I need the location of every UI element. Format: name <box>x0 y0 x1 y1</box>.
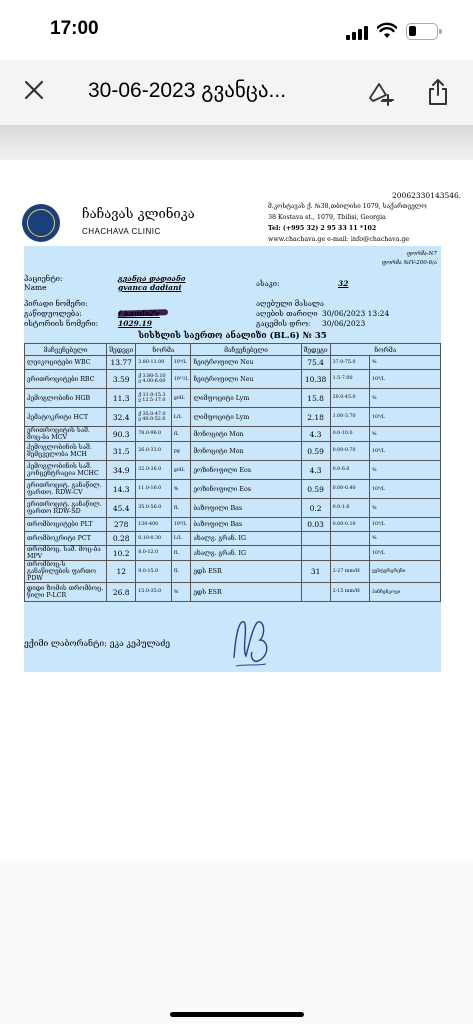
unit: fL <box>171 499 191 518</box>
unit: % <box>171 583 191 602</box>
reference-range: 0.00-0.10 <box>330 518 369 532</box>
test-name: ერითროციტები RBC <box>25 370 107 389</box>
table-row <box>25 480 441 499</box>
unit: 10⁹/L <box>369 370 440 389</box>
address-line: 38 Kostava st., 1079, Tbilisi, Georgia <box>268 214 386 221</box>
unit: % <box>171 480 191 499</box>
reference-range: 37.0-75.0 <box>330 356 369 370</box>
material-label: აღებული მასალა <box>256 299 324 308</box>
reference-range: ქ 11.0-15.3 ვ 12.5-17.0 <box>136 389 171 408</box>
status-bar <box>0 0 473 60</box>
test-name: ჰემოგლობინის საშ. შემცველობა MCH <box>25 442 107 461</box>
table-row <box>25 370 441 389</box>
wifi-icon <box>377 22 397 40</box>
unit: fL <box>171 427 191 442</box>
reference-range: 8.0-12.0 <box>136 546 171 561</box>
test-name: ედს ESR <box>191 583 301 602</box>
report-title: სისხლის საერთო ანალიზი (BL.6) № 35 <box>138 331 327 341</box>
share-icon[interactable] <box>426 78 450 106</box>
reference-range <box>330 546 369 561</box>
close-icon[interactable] <box>22 78 46 102</box>
unit: L/L <box>171 408 191 427</box>
table-row <box>25 389 441 408</box>
age-label: ასაკი: <box>256 279 280 288</box>
table-row <box>25 532 441 546</box>
test-result: 4.3 <box>301 461 330 480</box>
reference-range: 26.0-33.0 <box>136 442 171 461</box>
test-name: ჰემოგლობინი HGB <box>25 389 107 408</box>
test-name: ახალგ. გრან. IG <box>191 532 301 546</box>
sample-date: 30/06/2023 13:24 <box>322 309 390 318</box>
test-name: ედს ESR <box>191 561 301 583</box>
column-header: მაჩვენებელი <box>191 344 301 356</box>
reference-range <box>330 532 369 546</box>
test-result: 0.2 <box>301 499 330 518</box>
column-header: შედეგი <box>301 344 330 356</box>
test-result: 32.4 <box>107 408 136 427</box>
test-name: თრომბოც-ს განაწილების ფართო PDW <box>25 561 107 583</box>
unit: 10¹²/L <box>171 370 191 389</box>
test-result <box>301 583 330 602</box>
test-name: მონოციტი Mon <box>191 427 301 442</box>
age-value: 32 <box>338 279 349 288</box>
patient-label-en: Name <box>24 283 47 292</box>
sample-date-label: აღების თარიღი <box>256 309 318 318</box>
table-row <box>25 461 441 480</box>
address-line: მ.კოსტავას ქ. №38,თბილისი 1079, საქართველო <box>268 203 427 210</box>
home-indicator[interactable] <box>170 1012 304 1017</box>
reference-range: 1.00-3.70 <box>330 408 369 427</box>
unit: 10⁹/L <box>171 518 191 532</box>
unit: 10⁹/L <box>369 480 440 499</box>
unit: % <box>369 427 440 442</box>
battery-icon <box>406 23 438 40</box>
test-result: 10.38 <box>301 370 330 389</box>
table-row <box>25 442 441 461</box>
table-row <box>25 408 441 427</box>
unit: % <box>369 499 440 518</box>
test-result: 31 <box>301 561 330 583</box>
table-row <box>25 518 441 532</box>
test-name: ერითროციტის საშ. მოც-ბა MCV <box>25 427 107 442</box>
reference-range: 20.0-45.0 <box>330 389 369 408</box>
reference-range: 9.0-15.0 <box>136 561 171 583</box>
clinic-address <box>268 201 427 245</box>
unit: L/L <box>171 532 191 546</box>
test-name: ნეიტროფილი Neu <box>191 370 301 389</box>
unit: 10⁹/L <box>369 408 440 427</box>
issue-date: 30/06/2023 <box>322 319 366 328</box>
test-result: 13.77 <box>107 356 136 370</box>
address-line: Tel: (+995 32) 2 95 33 11 *102 <box>268 225 377 232</box>
reference-range: 15.0-35.0 <box>136 583 171 602</box>
unit: % <box>369 532 440 546</box>
table-row <box>25 561 441 583</box>
test-name: დიდი ზომის თრომბოც. წილი P-LCR <box>25 583 107 602</box>
reference-range: 1.5-7.00 <box>330 370 369 389</box>
test-result <box>301 532 330 546</box>
reference-range: 0.0-1.0 <box>330 499 369 518</box>
unit: fL <box>171 546 191 561</box>
status-time: 17:00 <box>50 18 99 39</box>
reference-range: 3.80-11.00 <box>136 356 171 370</box>
unit: g/dL <box>171 389 191 408</box>
unit: % <box>369 356 440 370</box>
test-name: ახალგ. გრან. IG <box>191 546 301 561</box>
document-page <box>0 160 473 860</box>
reference-range: 0.00-0.40 <box>330 480 369 499</box>
patient-name-en: gvanca dadiani <box>118 283 182 292</box>
column-header: შედეგი <box>107 344 136 356</box>
reference-range: 0.00-0.70 <box>330 442 369 461</box>
test-result: 0.03 <box>301 518 330 532</box>
reference-range: 2-27 mm/H <box>330 561 369 583</box>
test-result: 14.3 <box>107 480 136 499</box>
document-title: 30-06-2023 გვანცა... <box>88 79 287 102</box>
test-result: 0.59 <box>301 480 330 499</box>
unit: pg <box>171 442 191 461</box>
signature-stamp <box>230 610 272 670</box>
test-result: 2.18 <box>301 408 330 427</box>
test-result: 45.4 <box>107 499 136 518</box>
test-name: ბაზოფილი Bas <box>191 518 301 532</box>
test-result: 26.8 <box>107 583 136 602</box>
test-result: 4.3 <box>301 427 330 442</box>
unit: ვესტერგრენი <box>369 561 440 583</box>
reference-range: 0.0-6.0 <box>330 461 369 480</box>
table-row <box>25 546 441 561</box>
clinic-name-en: CHACHAVA CLINIC <box>82 227 161 236</box>
test-name: მონოციტი Mon <box>191 442 301 461</box>
test-name: ლიმფოციტი Lym <box>191 389 301 408</box>
history-label: ისტორიის ნომერი: <box>24 319 99 328</box>
table-row <box>25 356 441 370</box>
test-result: 34.9 <box>107 461 136 480</box>
test-result: 0.59 <box>301 442 330 461</box>
unit: % <box>369 461 440 480</box>
table-row <box>25 499 441 518</box>
unit: 10⁹/L <box>369 546 440 561</box>
test-name: ჰემოგლობინის საშ. კონცენტრაცია MCHC <box>25 461 107 480</box>
test-name: თრომბოციტები PLT <box>25 518 107 532</box>
test-name: ეოზინოფილი Eos <box>191 480 301 499</box>
reference-range: 32.0-36.0 <box>136 461 171 480</box>
reference-range: 0.10-0.30 <box>136 532 171 546</box>
test-result: 0.28 <box>107 532 136 546</box>
personal-id-label: პირადი ნომერი: <box>24 299 88 308</box>
referral-value: f kamlaZe <box>118 309 160 318</box>
lab-report <box>24 246 441 672</box>
test-name: ერითროციტ. განაწილ. ფართო. RDW-CV <box>25 480 107 499</box>
test-name: ნეიტროფილი Neu <box>191 356 301 370</box>
column-header: ნორმა <box>330 344 440 356</box>
unit: % <box>369 389 440 408</box>
test-name: თრომბოც. საშ. მოც-ბა MPV <box>25 546 107 561</box>
test-result: 10.2 <box>107 546 136 561</box>
navigation-bar <box>0 60 473 125</box>
test-name: ლიმფოციტი Lym <box>191 408 301 427</box>
test-result: 15.8 <box>301 389 330 408</box>
reference-range: 11.0-16.0 <box>136 480 171 499</box>
markup-add-icon[interactable] <box>368 80 394 106</box>
document-number: 20062330143546. <box>392 191 462 200</box>
reference-range: 130-400 <box>136 518 171 532</box>
clinic-logo <box>22 204 60 242</box>
unit: 10⁹/L <box>171 356 191 370</box>
table-row <box>25 583 441 602</box>
address-line: www.chachava.ge e-mail: info@chachava.ge <box>268 236 410 243</box>
test-result: 3.59 <box>107 370 136 389</box>
patient-label: პაციენტი: <box>24 274 63 283</box>
test-name: ბაზოფილი Bas <box>191 499 301 518</box>
reference-range: 78.0-96.0 <box>136 427 171 442</box>
unit: 10⁹/L <box>369 518 440 532</box>
document-viewer[interactable] <box>0 125 473 1024</box>
reference-range: 0.0-10.0 <box>330 427 369 442</box>
test-name: ერითროციტ. განაწილ. ფართო RDW-SD <box>25 499 107 518</box>
test-result: 11.3 <box>107 389 136 408</box>
table-header-row <box>25 344 441 356</box>
clinic-name-geo: ჩაჩავას კლინიკა <box>82 207 195 222</box>
test-name: ეოზინოფილი Eos <box>191 461 301 480</box>
results-table <box>24 343 441 602</box>
history-number: 1029.19 <box>118 319 152 328</box>
table-row <box>25 427 441 442</box>
page-gap-bottom <box>0 860 473 1024</box>
test-name: ჰემატოკრიტი HCT <box>25 408 107 427</box>
test-result: 31.5 <box>107 442 136 461</box>
test-name: ლეიკოციტები WBC <box>25 356 107 370</box>
patient-name-geo: გვანცა დადიანი <box>118 274 186 283</box>
reference-range: ქ 3.80-5.10 ვ 4.00-6.00 <box>136 370 171 389</box>
test-result: 278 <box>107 518 136 532</box>
page-gap-top <box>0 125 473 160</box>
test-result: 75.4 <box>301 356 330 370</box>
test-result: 90.3 <box>107 427 136 442</box>
column-header: ნორმა <box>136 344 191 356</box>
issue-date-label: გაცემის დრო: <box>256 319 311 328</box>
unit: g/dL <box>171 461 191 480</box>
reference-range: ქ 35.0-47.0 ვ 40.0-52.0 <box>136 408 171 427</box>
form-codes: ფორმა-N7 ფორმა №IV-200-6/ა <box>381 251 437 266</box>
reference-range: 2-15 mm/H <box>330 583 369 602</box>
test-result <box>301 546 330 561</box>
test-result: 12 <box>107 561 136 583</box>
test-name: თრომბოკრიტი PCT <box>25 532 107 546</box>
cellular-signal-icon <box>346 26 370 40</box>
unit: fL <box>171 561 191 583</box>
column-header: მაჩვენებელი <box>25 344 107 356</box>
unit: პანჩენკოვი <box>369 583 440 602</box>
referral-label: გაწიდუოლება: <box>24 309 82 318</box>
unit: 10⁹/L <box>369 442 440 461</box>
reference-range: 35.0-56.0 <box>136 499 171 518</box>
lab-doctor: ექიმი ლაბორანტი: ეკა კეპულაძე <box>24 639 171 649</box>
